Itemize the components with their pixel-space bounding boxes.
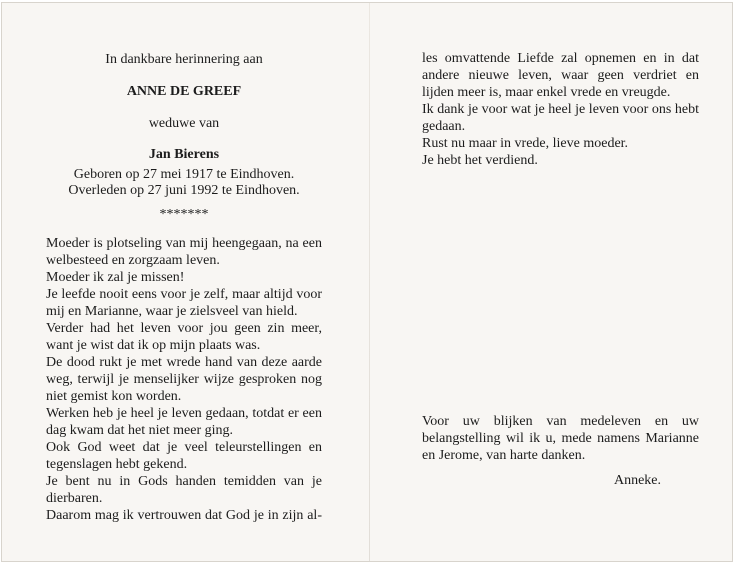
poem-paragraph: Moeder ik zal je missen! [46,270,185,285]
poem-paragraph: Je hebt het verdiend. [422,153,538,168]
birth-line: Geboren op 27 mei 1917 te Eindhoven. [73,167,295,182]
poem-paragraph: Ik dank je voor wat je heel je leven voor ons hebt gedaan. [422,102,699,134]
death-line: Overleden op 27 juni 1992 te Eindhoven. [68,183,300,198]
poem-paragraph: Je bent nu in Gods handen temidden van je dierbaren. [46,474,322,506]
husband-name: Jan Bierens [148,147,220,162]
poem-continuation [422,50,699,169]
poem-paragraph: Moeder is plotseling van mij heengegaan, na een welbesteed en zorgzaam leven. [46,236,322,268]
poem-paragraph: De dood rukt je met wrede hand van deze aarde weg, terwijl je menselijker wijze gesproken nog niet gemist kon worden. [46,355,322,404]
thanks-text: Voor uw blijken van medeleven en uw belangstelling wil ik u, mede namens Marianne en Jerome, van harte danken. [422,414,699,463]
poem-paragraph: les omvattende Liefde zal opnemen en in dat andere nieuwe leven, waar geen verdriet en lijden meer is, maar enkel vrede en vreugde. [422,51,699,100]
card-fold [369,3,370,561]
dedication-intro: In dankbare herinnering aan [105,52,263,67]
poem-paragraph: Je leefde nooit eens voor je zelf, maar altijd voor mij en Marianne, waar je zielsveel van hield. [46,287,322,319]
poem-paragraph: Rust nu maar in vrede, lieve moeder. [422,136,629,151]
memorial-card [1,2,733,562]
poem-paragraph: Ook God weet dat je veel teleurstellingen en tegenslagen hebt gekend. [46,440,322,472]
divider-stars: ******* [159,207,209,222]
signature: Anneke. [613,473,661,488]
poem-text [46,235,322,524]
deceased-name: ANNE DE GREEF [126,84,242,99]
poem-paragraph: Verder had het leven voor jou geen zin meer, want je wist dat ik op mijn plaats was. [46,321,322,353]
poem-paragraph: Daarom mag ik vertrouwen dat God je in zijn al- [46,508,322,523]
poem-paragraph: Werken heb je heel je leven gedaan, totdat er een dag kwam dat het niet meer ging. [46,406,322,438]
widow-of-label: weduwe van [148,116,220,131]
